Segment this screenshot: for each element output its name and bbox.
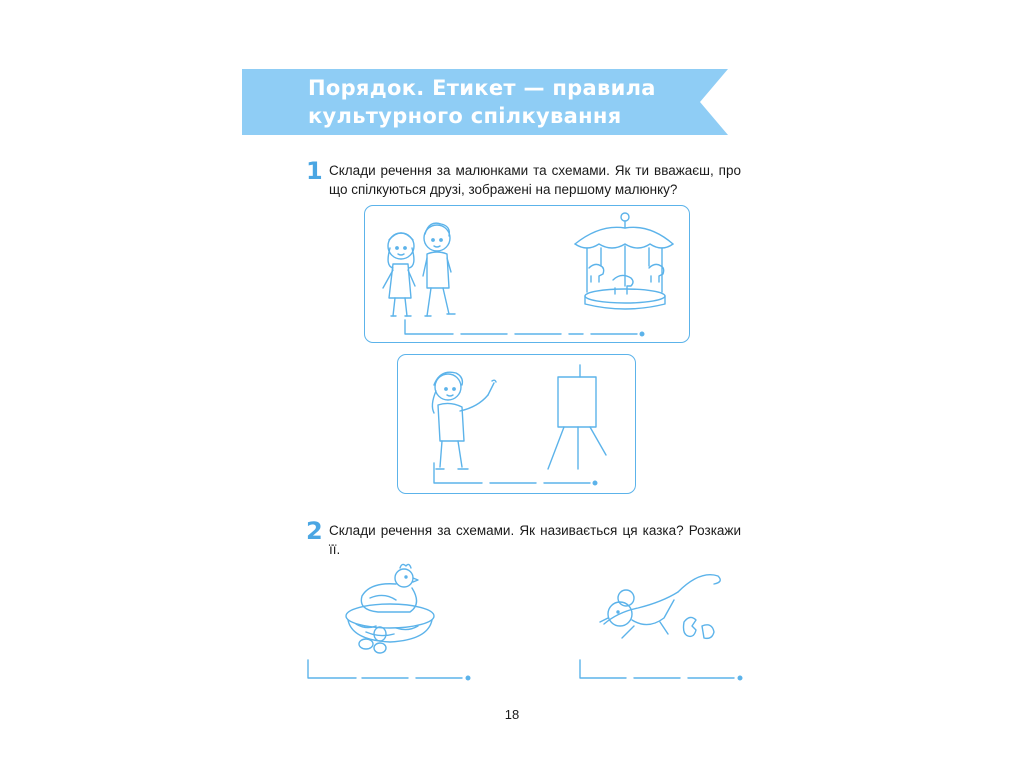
task-1-number: 1 <box>306 157 323 185</box>
painter-easel-illustration <box>398 355 635 493</box>
boy-figure <box>423 223 455 316</box>
nest-drawing <box>346 604 434 642</box>
page-title-line-2: культурного спілкування <box>308 104 622 128</box>
task-1-text: Склади речення за малюнками та схемами. Як ти вважаєш, про що спілкуються друзі, зображені на першому малюнку? <box>329 163 741 197</box>
sentence-scheme-4 <box>580 660 742 680</box>
task-2-number: 2 <box>306 517 323 545</box>
page-number: 18 <box>504 707 520 722</box>
sentence-scheme-1 <box>405 320 644 336</box>
picture-panel-friends-carousel <box>364 205 690 343</box>
hen-nest-illustration <box>300 560 480 684</box>
broken-egg-drawing <box>684 617 715 638</box>
picture-panel-painter-easel <box>397 354 636 494</box>
friends-carousel-illustration <box>365 206 689 342</box>
sentence-scheme-2 <box>434 463 597 485</box>
page-title <box>308 74 708 130</box>
easel-drawing <box>548 365 606 469</box>
title-banner <box>242 69 728 135</box>
mouse-egg-illustration <box>574 560 750 684</box>
girl-figure <box>383 233 415 316</box>
carousel-drawing <box>575 213 673 309</box>
task-2-text: Склади речення за схемами. Як називається ця казка? Розкажи її. <box>329 523 741 557</box>
painter-girl-figure <box>432 372 496 469</box>
page-title-line-1: Порядок. Етикет — правила <box>308 76 656 100</box>
sentence-scheme-3 <box>308 660 470 680</box>
